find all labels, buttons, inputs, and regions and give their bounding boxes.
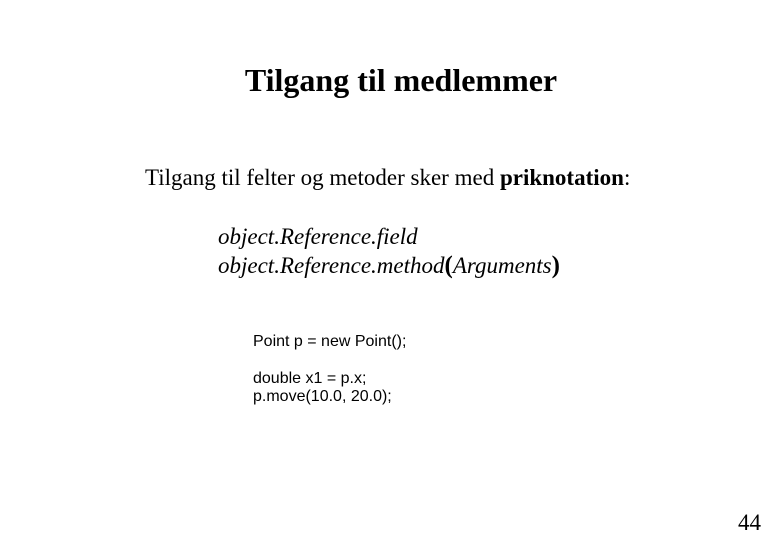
syntax-field-line: object.Reference.field (218, 224, 418, 249)
slide-title: Tilgang til medlemmer (244, 62, 558, 98)
page-number: 44 (738, 510, 761, 535)
intro-text-before: Tilgang til felter og metoder sker med (145, 165, 500, 190)
syntax-method-line (218, 252, 560, 280)
code-line-3: p.move(10.0, 20.0); (253, 388, 392, 405)
code-line-2: double x1 = p.x; (253, 370, 367, 387)
intro-emphasis: priknotation (499, 165, 624, 190)
syntax-paren-close: ) (551, 252, 560, 279)
intro-text-after: : (623, 165, 631, 190)
syntax-method-prefix: object.Reference.method (218, 253, 445, 278)
code-line-1: Point p = new Point(); (253, 333, 407, 350)
syntax-method-args: Arguments (452, 253, 552, 278)
syntax-paren-open: ( (444, 252, 453, 279)
intro-text (145, 165, 630, 191)
